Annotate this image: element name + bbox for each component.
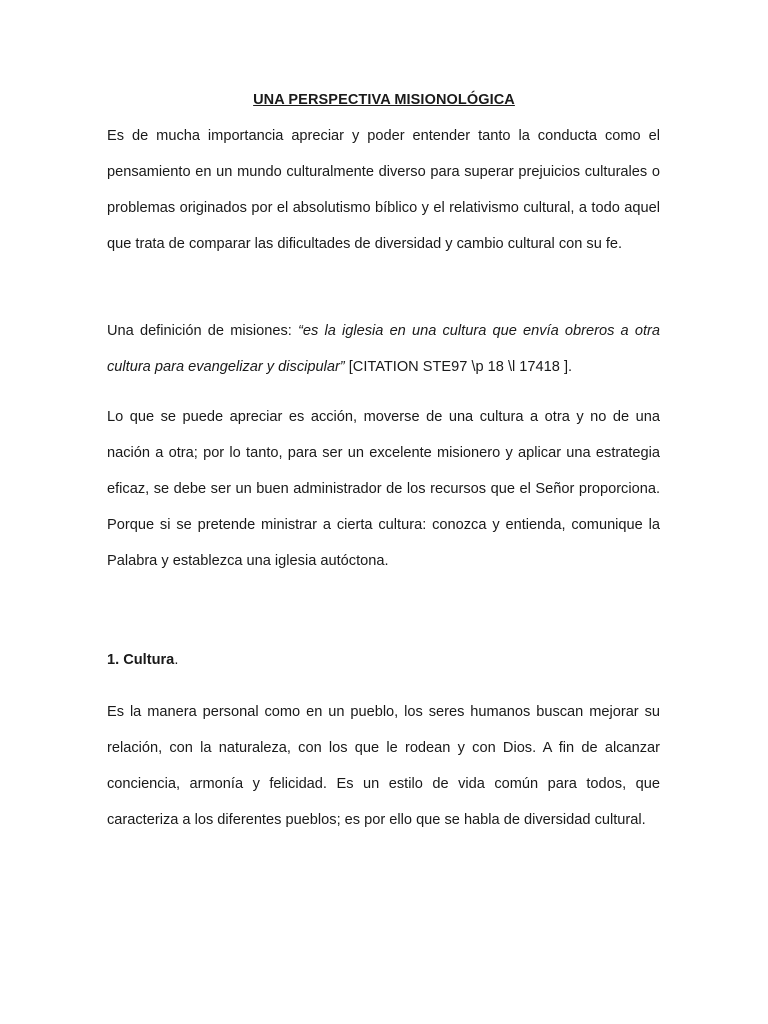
document-title: UNA PERSPECTIVA MISIONOLÓGICA xyxy=(253,92,515,108)
paragraph-definition xyxy=(107,313,660,385)
section-heading-period: . xyxy=(174,652,179,668)
definition-quote: “es la iglesia en una cultura que envía obreros a otra cultura para evangelizar y discipular” xyxy=(107,323,660,375)
paragraph-strategy: Lo que se puede apreciar es acción, moverse de una cultura a otra y no de una nación a otra; por lo tanto, para ser un excelente misionero y aplicar una estrategia eficaz, se debe ser un buen administrador de los recursos que el Señor proporciona. Porque si se pretende ministrar a cierta cultura: conozca y entienda, comunique la Palabra y establezca una iglesia autóctona. xyxy=(107,409,660,569)
citation-field: [CITATION STE97 \p 18 \l 17418 ]. xyxy=(344,359,573,375)
paragraph-intro: Es de mucha importancia apreciar y poder entender tanto la conducta como el pensamiento en un mundo culturalmente diverso para superar prejuicios culturales o problemas originados por el absolutismo bíblico y el relativismo cultural, a todo aquel que trata de comparar las dificultades de diversidad y cambio cultural con su fe. xyxy=(107,128,660,252)
paragraph-cultura: Es la manera personal como en un pueblo, los seres humanos buscan mejorar su relación, con la naturaleza, con los que le rodean y con Dios. A fin de alcanzar conciencia, armonía y felicidad. Es un estilo de vida común para todos, que caracteriza a los diferentes pueblos; es por ello que se habla de diversidad cultural. xyxy=(107,704,660,828)
definition-prefix: Una definición de misiones: xyxy=(107,323,299,339)
section-heading-text: 1. Cultura xyxy=(107,652,175,668)
section-heading-cultura xyxy=(107,652,178,668)
